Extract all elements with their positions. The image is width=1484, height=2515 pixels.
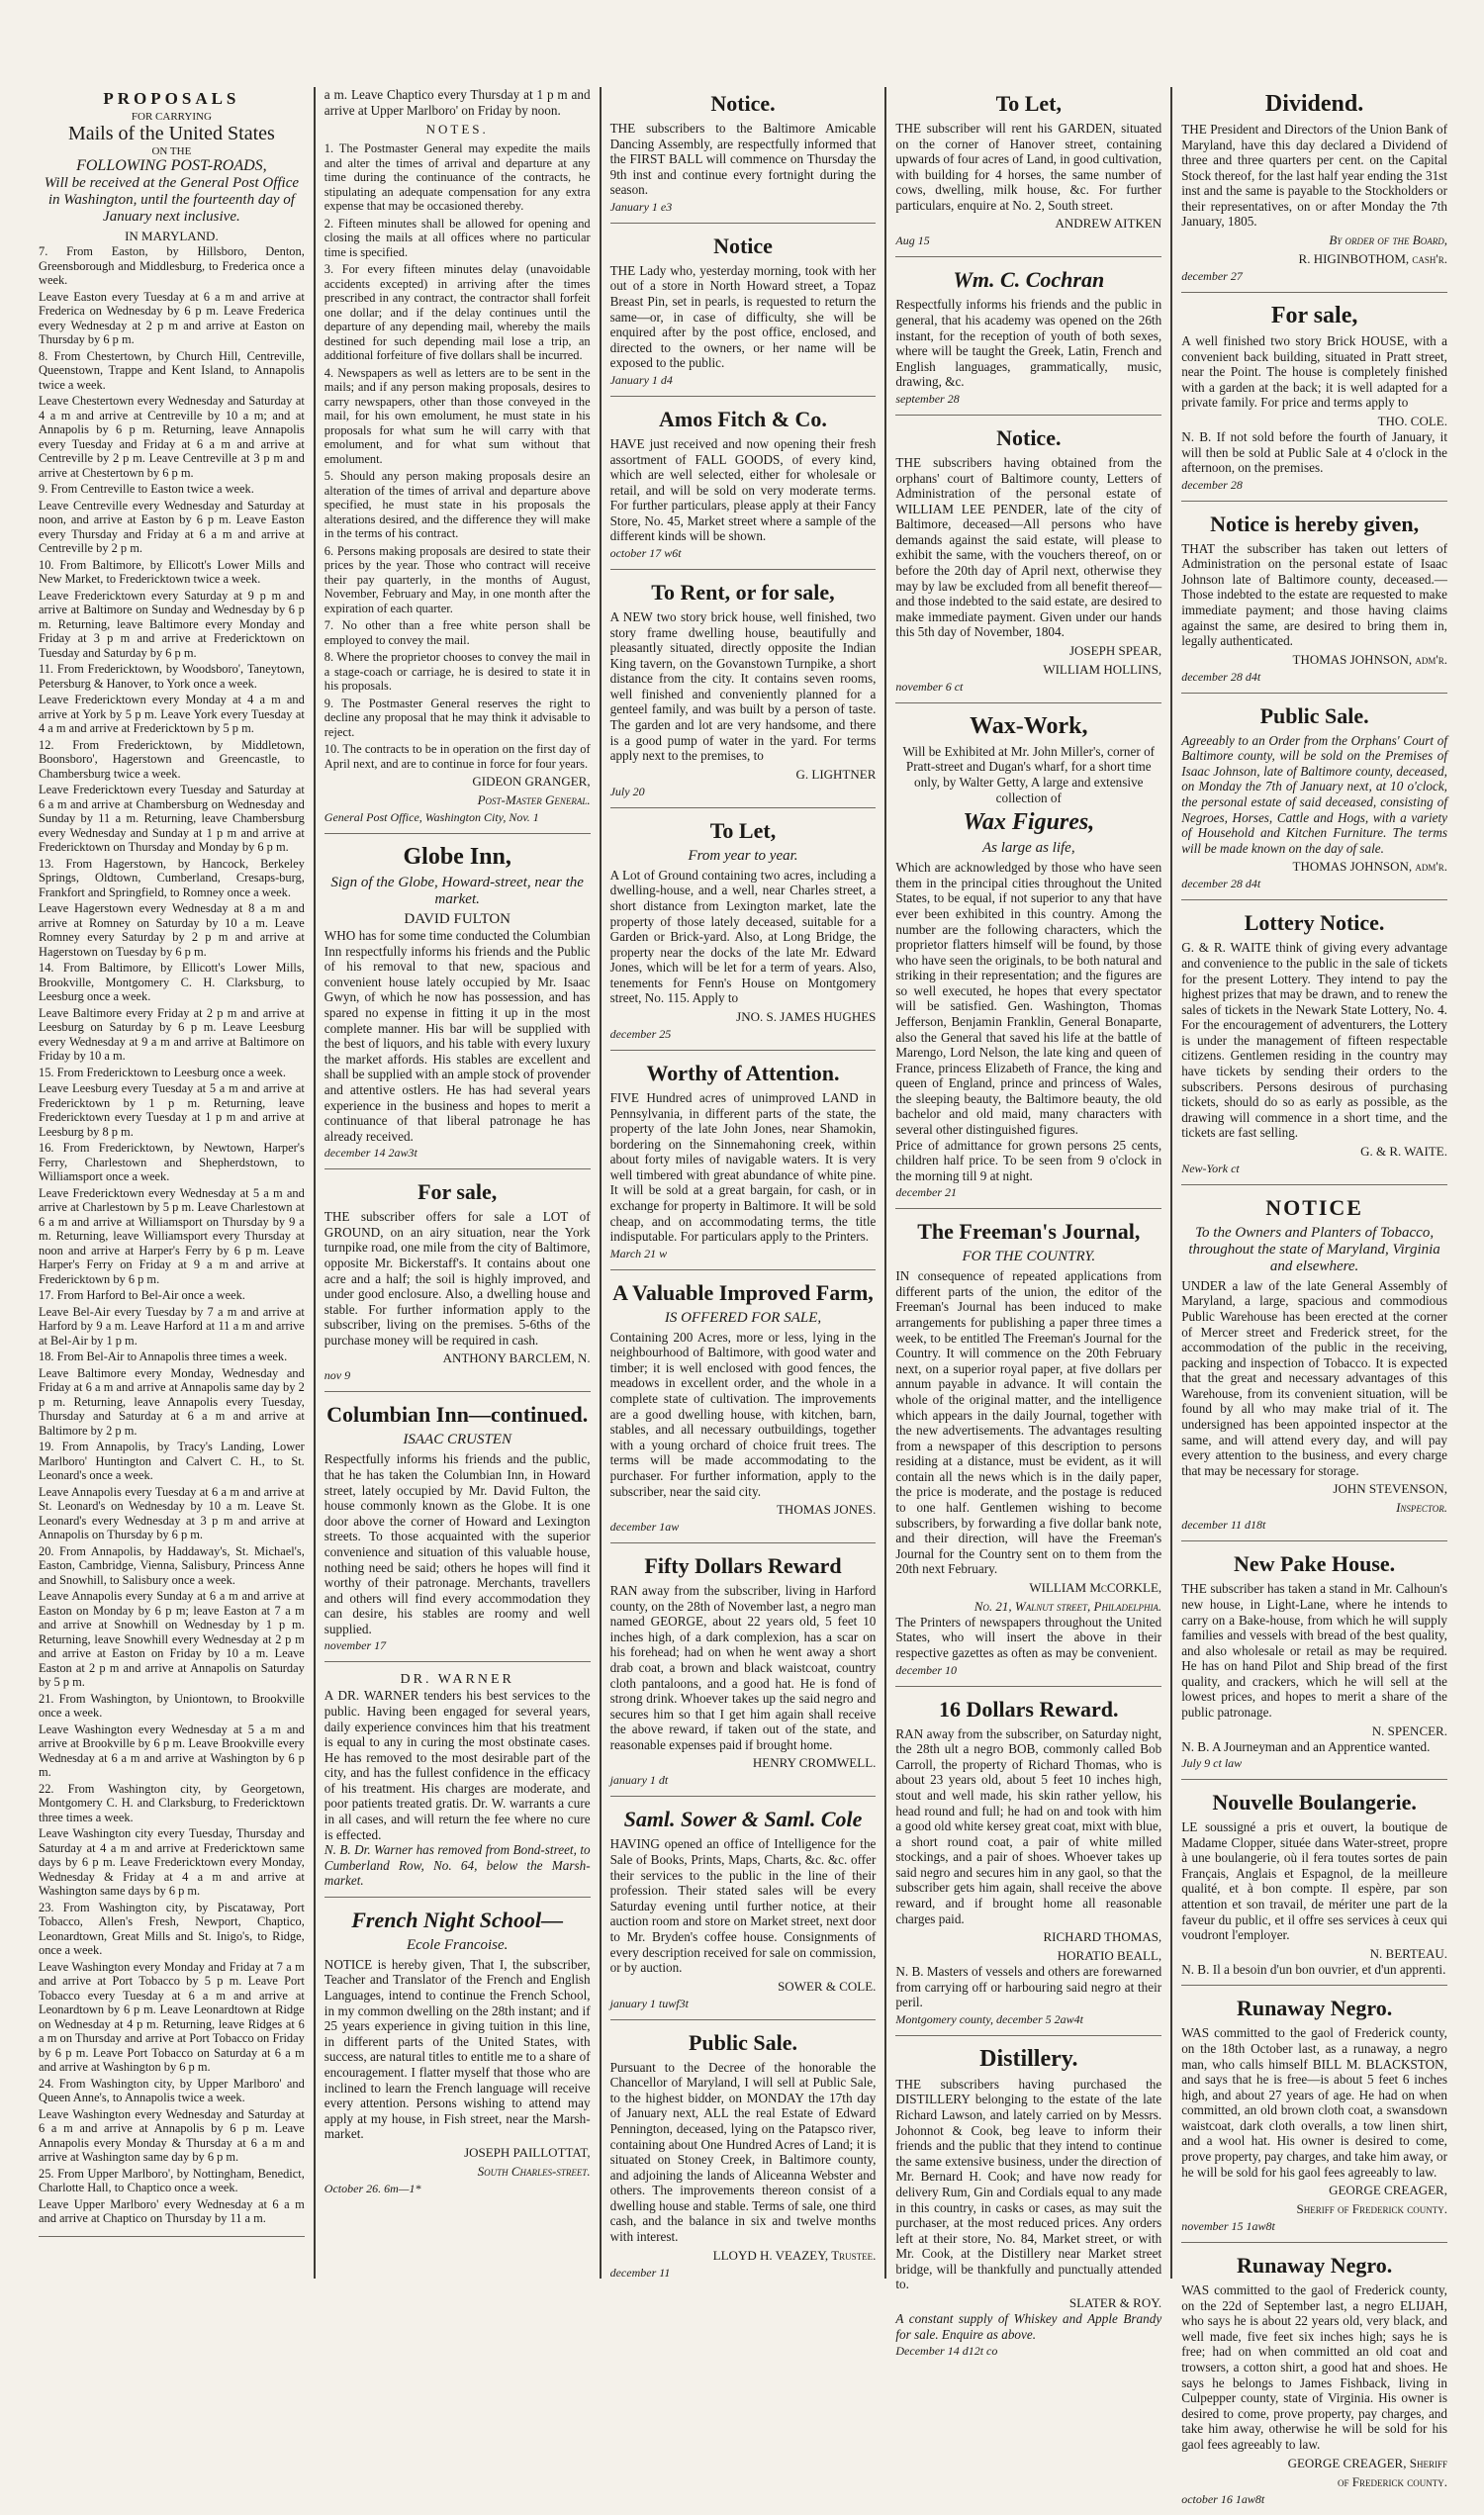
cochran-ad [895, 267, 1161, 415]
farm-title: A Valuable Improved Farm, [612, 1279, 874, 1305]
farm-signature: THOMAS JONES. [776, 1502, 877, 1518]
route-paragraph: Leave Washington every Wednesday and Saturday at 6 a m and arrive at Annapolis by 6 p m. Leave Annapolis every Monday & Thursday at 6 a m and arrive at Washington same day by 6 p m. [39, 2106, 305, 2164]
route-paragraph: 23. From Washington city, by Piscataway, Port Tobacco, Allen's Fresh, Newport, Chaptico, Leonardtown, Great Mills and St. Inigo's, to Ridge, once a week. [39, 1900, 305, 1957]
pake-body: THE subscriber has taken a stand in Mr. Calhoun's new house, in Light-Lane, where he intends to carry on a Bake-house, from which he will supply families and vessels with bread of the best quality, and also wholesale or retail as may be required. He has on hand Pilot and Ship bread of the first quality, and crackers, which he will sell at the lowest prices, and hopes to merit a share of the public patronage. [1181, 1581, 1447, 1720]
globe-footer: december 14 2aw3t [324, 1146, 417, 1161]
note-item: 4. Newspapers as well as letters are to be sent in the mails; and if any person making proposals, desires to carry newspapers, other than those conveyed in the mail, for his own emolument, he must state in his proposals for what sum he will carry with that emolument, and for what sum without that emolument. [324, 365, 591, 466]
route-paragraph: 11. From Fredericktown, by Woodsboro', Taneytown, Petersburg & Hanover, to York once a week. [39, 662, 305, 691]
sower-footer: january 1 tuwf3t [609, 1996, 689, 2010]
route-paragraph: Leave Annapolis every Tuesday at 6 a m and arrive at St. Leonard's on Wednesday by 10 a m. Leave St. Leonard's every Wednesday at 3 p m and arrive at Annapolis on Thursday by 6 p m. [39, 1484, 305, 1541]
torent-signature: G. LIGHTNER [795, 766, 877, 782]
dividend-body: THE President and Directors of the Union Bank of Maryland, have this day declared a Dividend of three and three quarters per cent. on the Capital Stock thereof, for the last half year ending the 31st inst and the same is payable to the Stockholders or their representatives, on or after Monday the 7th January, 1805. [1181, 122, 1447, 230]
proposals-for: FOR CARRYING [131, 111, 212, 123]
tolet-signature: JNO. S. JAMES HUGHES [736, 1008, 877, 1024]
proposals-continued: a m. Leave Chaptico every Thursday at 1 p m and arrive at Upper Marlboro' on Friday by noon. [324, 87, 591, 118]
pake-title: New Pake House. [1234, 1551, 1396, 1577]
school-signature: JOSEPH PAILLOTTAT, [464, 2144, 591, 2160]
forsale-body: THE subscriber offers for sale a LOT of GROUND, on an airy situation, near the York turnpike road, one mile from the city of Baltimore, opposite Mr. Bickerstaff's. It contains about one acre and a half; the soil is highly improved, and under good enclosure. Also, a dwelling house and stable. For further information apply to the subscriber, living on the premises. 5-6ths of the purchase money will be required in cash. [324, 1209, 591, 1348]
tolet-title: To Let, [709, 817, 777, 843]
sale-title: For sale, [1270, 303, 1358, 329]
school-footer: October 26. 6m—1* [324, 2181, 421, 2195]
garden-title: To Let, [995, 91, 1062, 116]
runaway1-footer: november 15 1aw8t [1181, 2219, 1275, 2234]
route-paragraph: Leave Easton every Tuesday at 6 a m and arrive at Frederica on Wednesday by 6 p m. Leave Frederica every Wednesday at 2 p m and arrive at Easton on Thursday by 6 p m. [39, 289, 305, 346]
route-paragraph: 19. From Annapolis, by Tracy's Landing, Lower Marlboro' Huntington and Calvert C. H., to St. Leonard's once a week. [39, 1440, 305, 1482]
route-paragraph: Leave Fredericktown every Saturday at 9 p m and arrive at Baltimore on Sunday and Wednesday by 6 p m. Returning, leave Baltimore every Monday and Friday at 3 p m and arrive at Fredericktown on Tuesday and Saturday by 6 p m. [39, 588, 305, 660]
route-paragraph: Leave Centreville every Wednesday and Saturday at noon, and arrive at Easton by 6 p m. Leave Easton every Thursday and Friday at 6 a m and arrive at Centreville by 2 p m. [39, 498, 305, 555]
route-paragraph: Leave Washington every Monday and Friday at 7 a m and arrive at Port Tobacco by 5 p m. Leave Port Tobacco every Tuesday at 6 a m and arrive at Leonardtown by 6 p m. Leave Leonardtown at Ridge on Wednesday at 4 p m. Returning, leave Ridges at 6 a m on Thursday and arrive at Port Tobacco on Friday by 6 p m. Leave Port Tobacco on Saturday at 6 a m and arrive at Washington by 6 p m. [39, 1959, 305, 2074]
route-paragraph: Leave Bel-Air every Tuesday by 7 a m and arrive at Harford by 9 a m. Leave Harford at 11 a m and arrive at Bel-Air by 1 p m. [39, 1304, 305, 1348]
notice2-footer: January 1 d4 [609, 372, 673, 387]
note-item: 7. No other than a free white person shall be employed to convey the mail. [324, 618, 591, 647]
distillery-note: A constant supply of Whiskey and Apple Brandy for sale. Enquire as above. [895, 2310, 1162, 2342]
pubsale-signature: THOMAS JOHNSON, adm'r. [1292, 859, 1447, 875]
public-sale-johnson-ad [1181, 703, 1447, 901]
farm-body: Containing 200 Acres, more or less, lying in the neighbourhood of Baltimore, with good water and timber; it is well enclosed with good fences, the meadows in excellent order, and the whole in a complete state of cultivation. The improvements are a good dwelling house, with kitchen, barn, stables, and all necessary outbuildings, together with a young orchard of choice fruit trees. The terms will be made accommodating to the purchaser. For further information, apply to the subscriber, near the said city. [609, 1329, 877, 1499]
route-paragraph: 9. From Centreville to Easton twice a week. [39, 482, 254, 496]
bake-house-ad [1181, 1551, 1447, 1780]
sale-body: A well finished two story Brick HOUSE, with a convenient back building, situated in Pratt street, near the Point. The house is completely finished with a garden at the back; it is well adapted for a private family. For price and terms apply to [1181, 333, 1447, 411]
runaway2-signature: GEORGE CREAGER, Sheriff [1287, 2455, 1447, 2470]
tobacco-notice-ad [1181, 1195, 1447, 1542]
journal-address: No. 21, Walnut street, Philadelphia. [974, 1598, 1162, 1614]
notes-place: General Post Office, Washington City, Nov. 1 [324, 810, 539, 825]
route-paragraph: 24. From Washington city, by Upper Marlboro' and Queen Anne's, to Annapolis twice a week. [39, 2076, 305, 2104]
pake-signature: N. SPENCER. [1371, 1723, 1447, 1738]
route-paragraph: 10. From Baltimore, by Ellicott's Lower Mills and New Market, to Fredericktown twice a week. [39, 557, 305, 586]
dividend-signature: By order of the Board, [1329, 233, 1447, 248]
wax-note: Price of admittance for grown persons 25 cents, children half price. To be seen from 9 o'clock in the morning till 9 at night. [895, 1137, 1162, 1183]
notice-pin-ad [610, 233, 877, 397]
reward16-note: N. B. Masters of vessels and others are forewarned from carrying off or harbouring said negro at their peril. [895, 1964, 1162, 2010]
fifty-reward-ad [610, 1553, 877, 1797]
note-item: 10. The contracts to be in operation on the first day of April next, and are to continue in force for four years. [324, 742, 591, 771]
forsale-signature: ANTHONY BARCLEM, N. [442, 1351, 591, 1366]
distillery-body: THE subscribers having purchased the DISTILLERY belonging to the estate of the late Richard Lawson, and lately carried on by Messrs. Johonnot & Cook, beg leave to inform their friends and the public that they intend to continue the same extensive business, under the direction of Mr. Bernard H. Cook; and have now ready for delivery Rum, Gin and Cordials equal to any made in this country, in casks or cases, as may suit the purchaser, at the most reduced prices. Any orders left at their store, No. 84, Market street, or with Mr. Cook, at the Distillery near Market street bridge, will be thankfully and punctually attended to. [895, 2076, 1162, 2292]
runaway2-title: Runaway Negro. [1236, 2253, 1393, 2279]
notes-signature-role: Post-Master General. [477, 792, 591, 808]
notice1-title: Notice. [710, 91, 776, 116]
worthy-body: FIVE Hundred acres of unimproved LAND in Pennsylvania, in different parts of the state, the property of the late John Jones, near Shamokin, bordering on the Sinnemahoning creek, within about forty miles of navigable waters. It is very well timbered with great abundance of white pine. It will be sold at a great bargain, for cash, or in exchange for property in Baltimore. It will be sold cheap, and on accommodating terms, the title indisputable. For particulars apply to the Printers. [609, 1089, 877, 1245]
proposals-mails: Mails of the United States [67, 123, 275, 144]
columns [30, 87, 1456, 2506]
reward-signature: HENRY CROMWELL. [752, 1755, 877, 1771]
note-item: 1. The Postmaster General may expedite the mails and alter the times of arrival and departure at any time during the continuance of the contracts, he stipulating an adequate compensation for any extra expense that may be occasioned thereby. [324, 141, 591, 214]
owners-body: UNDER a law of the late General Assembly of Maryland, a large, spacious and commodious Public Warehouse has been erected at the corner of Mercer street and Frederick street, for the accommodation of the public in the receiving, packing and inspection of Tobacco. It is expected that the great and necessary advantages of this Warehouse, from its convenient situation, will be found by all who may make trial of it. The undersigned has been appointed inspector at the same, and will attend every day, and will pay every attention to the business, and every charge that may be necessary for storage. [1181, 1277, 1447, 1478]
columbian-title: Columbian Inn—continued. [326, 1402, 589, 1428]
lottery-footer: New-York ct [1181, 1161, 1240, 1175]
pake-note: N. B. A Journeyman and an Apprentice wanted. [1181, 1738, 1431, 1754]
boulangerie-body: LE soussigné a pris et ouvert, la boutique de Madame Clopper, située dans Water-street, propre à une boulangerie, où il fera toutes sortes de pain Français, Anglais et Espagnol, de la meilleure qualité, et à bon compte. Il espère, par son attention et son travail, de mériter une part de la faveur du public, et il offre ses services à ceux qui voudront l'employer. [1181, 1819, 1447, 1943]
admin-title: Notice. [996, 424, 1062, 450]
worthy-footer: March 21 w [609, 1246, 668, 1260]
reward16-signature-2: HORATIO BEALL, [1057, 1948, 1162, 1964]
farm-subtitle: IS OFFERED FOR SALE, [664, 1309, 822, 1326]
route-paragraph: 13. From Hagerstown, by Hancock, Berkeley Springs, Oldtown, Cumberland, Cresaps-burg, Frankfort and Springfield, to Romney once a week. [39, 856, 305, 899]
public-body: Pursuant to the Decree of the honorable the Chancellor of Maryland, I will sell at Public Sale, to the highest bidder, on MONDAY the 17th day of January next, ALL the real Estate of Edward Pennington, deceased, lying on the Patapsco river, containing about One Hundred Acres of Land; it is situated on Stoney Creek, in Baltimore county, and adjoining the lands of Aliceanna Webster and others. The improvements thereon consist of a dwelling house and stable. Terms of sale, one third cash, and the balance in six and twelve months with interest. [609, 2059, 877, 2245]
school-body: NOTICE is hereby given, That I, the subscriber, Teacher and Translator of the French and English Languages, intend to continue the French School, in my common dwelling on the 28th instant; and if 25 years experience in giving tuition in this line, in different parts of the United States, with success, are natural titles to entitle me to a share of encouragement. I flatter myself that those who are inclined to learn the French language will receive every attention. Persons wishing to attend may apply at my house, in Fish street, near the Marsh-market. [324, 1956, 591, 2142]
doctor-note: N. B. Dr. Warner has removed from Bond-street, to Cumberland Row, No. 64, below the Marsh-market. [324, 1842, 591, 1889]
amos-title: Amos Fitch & Co. [659, 406, 827, 431]
runaway2-body: WAS committed to the gaol of Frederick county, on the 22d of September last, a negro ELIJAH, who says he is about 22 years old, very black, and well made, five feet six inches high; says he is free; had on when committed an old coat and trowsers, a cotton shirt, a good hat and shoes. He says he belongs to James Fishback, living in Culpepper county, state of Virginia. His owner is desired to come, prove property, pay charges, and take him away, otherwise he will be sold for his gaol fees agreeably to law. [1181, 2282, 1447, 2452]
note-item: 2. Fifteen minutes shall be allowed for opening and closing the mails at all offices where no particular time is specified. [324, 216, 591, 259]
column-4 [886, 87, 1172, 2359]
given-footer: december 28 d4t [1181, 669, 1261, 684]
runaway1-title: Runaway Negro. [1236, 1996, 1393, 2021]
french-school-ad [325, 1908, 591, 2204]
owners-subtitle: To the Owners and Planters of Tobacco, throughout the state of Maryland, Virginia and elsewhere. [1188, 1224, 1440, 1274]
proposals-ad [39, 89, 305, 2237]
pubsale-footer: december 28 d4t [1181, 877, 1261, 891]
doctor-title: DR. WARNER [400, 1672, 514, 1688]
notes-signature: GIDEON GRANGER, [472, 774, 591, 790]
route-paragraph: Leave Fredericktown every Wednesday at 5 a m and arrive at Charlestown by 5 p m. Leave Charlestown at 6 a m and arrive at Williamsport on Thursday by 9 a m. Returning, leave Williamsport every Thursday at noon and arrive at Harper's Ferry by 6 p m. Leave Harper's Ferry on Friday at 9 a m and arrive at Fredericktown by 6 p m. [39, 1185, 305, 1286]
dividend-ad [1181, 91, 1447, 293]
column-2 [316, 87, 602, 2279]
notes-ad [325, 87, 591, 834]
reward-title: Fifty Dollars Reward [644, 1553, 842, 1579]
sale-footer: december 28 [1181, 477, 1243, 492]
owners-footer: december 11 d18t [1181, 1518, 1266, 1533]
proposals-received: Will be received at the General Post Office in Washington, until the fourteenth day of January next inclusive. [44, 175, 300, 225]
proposals-on: ON THE [151, 145, 192, 157]
owners-signature-role: Inspector. [1396, 1500, 1447, 1516]
forsale-ad [325, 1179, 591, 1392]
route-paragraph: Leave Baltimore every Monday, Wednesday and Friday at 6 a m and arrive at Annapolis same day by 2 p m. Returning, leave Annapolis every Tuesday, Thursday and Saturday at 6 a m and arrive at Baltimore by 2 p m. [39, 1365, 305, 1438]
wax-intro: Will be Exhibited at Mr. John Miller's, corner of Pratt-street and Dugan's wharf, for a short time only, by Walter Getty, A large and extensive collection of [902, 743, 1156, 805]
cochran-footer: september 28 [895, 391, 960, 406]
admin-footer: november 6 ct [895, 679, 964, 694]
garden-tolet-ad [895, 91, 1161, 257]
torent-body: A NEW two story brick house, well finished, two story frame dwelling house, beautifully and pleasantly situated, directly opposite the Indian King tavern, on the Govanstown Turnpike, a short distance from the city. It contains seven rooms, well finished and conveniently planned for a genteel family, and was built by a person of taste. The garden and lot are very handsome, and there is a good pump of water in the yard. For terms apply next to the premises, to [609, 608, 877, 764]
route-paragraph: 20. From Annapolis, by Haddaway's, St. Michael's, Easton, Cambridge, Vienna, Salisbury, Princess Anne and Snowhill, to Salisbury once a week. [39, 1543, 305, 1587]
boulangerie-title: Nouvelle Boulangerie. [1212, 1790, 1417, 1816]
waxwork-ad [895, 713, 1161, 1209]
forsale-title: For sale, [417, 1179, 498, 1205]
route-paragraph: 25. From Upper Marlboro', by Nottingham, Benedict, Charlotte Hall, to Chaptico once a week. [39, 2166, 305, 2194]
given-signature: THOMAS JOHNSON, adm'r. [1292, 651, 1447, 667]
columbian-inn-ad [325, 1402, 591, 1662]
reward16-body: RAN away from the subscriber, on Saturday night, the 28th ult a negro BOB, commonly called Bob Carroll, the property of Richard Thomas, who is about 23 years old, about 5 feet 10 inches high, stout and well made, his skin rather yellow, his head round and full; he had on and took with him a good old white kersey great coat, mixt with blue, a short round coat, a pair of white milled stockings, and a pair of shoes. Whoever takes up said negro and secures him in any gaol, so that the subscriber gets him again, shall receive the above reward, and if brought home all reasonable charges paid. [895, 1725, 1162, 1926]
garden-footer: Aug 15 [895, 233, 930, 248]
route-paragraph: Leave Baltimore every Friday at 2 p m and arrive at Leesburg on Saturday by 6 p m. Leave Leesburg every Wednesday at 9 a m and arrive at Baltimore on Friday by 10 a m. [39, 1005, 305, 1063]
journal-subtitle: FOR THE COUNTRY. [962, 1249, 1096, 1265]
notice2-body: THE Lady who, yesterday morning, took with her out of a store in North Howard street, a Topaz Breast Pin, set in pearls, is requested to return the same—or, in case of difficulty, she will be enquired after by the post office, enclosed, and directed to the owners, or her name will be exposed to the public. [609, 262, 877, 371]
note-item: 3. For every fifteen minutes delay (unavoidable accidents excepted) in arriving after the times prescribed in any contract, the contractor shall forfeit one dollar; and if the delay continues until the departure of any depending mail, whereby the mails destined for such depending mail lose a trip, an additional forfeiture of five dollars shall be incurred. [324, 262, 591, 363]
route-paragraph: 18. From Bel-Air to Annapolis three times a week. [39, 1350, 288, 1363]
cochran-title: Wm. C. Cochran [953, 267, 1105, 293]
lottery-body: G. & R. WAITE think of giving every advantage and convenience to the public in the sale of tickets for the present Lottery. They intend to pay the highest prizes that may be drawn, and to renew the sales of tickets in the Newark State Lottery, No. 4. For the encouragement of adventurers, the Lottery is under the management of fifteen respectable citizens. Gentlemen residing in the country may have tickets by sending their orders to the subscribers. Persons desirous of purchasing tickets, should do so as early as possible, as the drawing will commence in a short time, and the tickets are fast selling. [1181, 940, 1447, 1141]
public-sale-ad [610, 2030, 877, 2288]
columbian-body: Respectfully informs his friends and the public, that he has taken the Columbian Inn, in Howard street, lately occupied by Mr. David Fulton, the house commonly known as the Globe. It is one door above the corner of Howard and Lexington streets. To those acquainted with the superior convenience and situation of this valuable house, nothing need be said; others he hopes will find it worthy of their patronage. Merchants, travellers and others will find every accommodation they can desire, his stables are roomy and well supplied. [324, 1451, 591, 1636]
sower-title: Saml. Sower & Saml. Cole [623, 1807, 863, 1832]
worthy-ad [610, 1061, 877, 1270]
column-3 [602, 87, 887, 2279]
runaway1-signature: GEORGE CREAGER, [1329, 2183, 1447, 2198]
column-1 [30, 87, 316, 2279]
farm-footer: december 1aw [609, 1520, 680, 1535]
notes-title: NOTES. [425, 122, 489, 138]
school-title: French Night School— [351, 1907, 564, 1932]
tolet-footer: december 25 [609, 1026, 672, 1041]
runaway2-footer: october 16 1aw8t [1181, 2491, 1265, 2506]
journal-signature: WILLIAM McCORKLE, [1029, 1579, 1162, 1595]
sale-note: N. B. If not sold before the fourth of January, it will then be sold at Public Sale at 4 o'clock in the afternoon, on the premises. [1181, 428, 1447, 476]
columbian-footer: november 17 [324, 1638, 387, 1653]
boulangerie-ad [1181, 1790, 1447, 1986]
route-paragraph: Leave Upper Marlboro' every Wednesday at 6 a m and arrive at Chaptico on Thursday by 11 a m. [39, 2196, 305, 2225]
notice1-body: THE subscribers to the Baltimore Amicable Dancing Assembly, are respectfully informed that the FIRST BALL will commence on Thursday the 9th inst and continue every fortnight during the season. [609, 121, 877, 198]
route-paragraph: Leave Leesburg every Tuesday at 5 a m and arrive at Fredericktown by 1 p m. Returning, leave Fredericktown every Tuesday at 1 p m and arrive at Leesburg by 8 p m. [39, 1081, 305, 1139]
distillery-footer: December 14 d12t co [895, 2344, 998, 2359]
runaway1-signature-2: Sheriff of Frederick county. [1296, 2201, 1447, 2217]
wax-title: Wax-Work, [970, 712, 1088, 739]
owners-title: NOTICE [1265, 1194, 1363, 1220]
runaway-negro-ad-2 [1181, 2253, 1447, 2514]
administration-notice-ad [895, 425, 1161, 703]
torent-footer: July 20 [609, 784, 645, 798]
reward-footer: january 1 dt [609, 1773, 669, 1788]
torent-ad [610, 580, 877, 808]
amos-footer: october 17 w6t [609, 545, 682, 560]
owners-signature: JOHN STEVENSON, [1333, 1481, 1447, 1497]
torent-title: To Rent, or for sale, [651, 579, 835, 605]
route-paragraph: Leave Washington every Wednesday at 5 a m and arrive at Brookville by 6 p m. Leave Brookville every Wednesday at 6 a m and arrive at Washington by 6 p m. [39, 1722, 305, 1779]
globe-body: WHO has for some time conducted the Columbian Inn respectfully informs his friends and the Public of his removal to that new, spacious and convenient house lately occupied by Mr. Isaac Gwyn, of which he now has possession, and has spared no expense in fitting it up in the most complete manner. His bar will be supplied with the best of liquors, and his table with every luxury the market affords. His stables are excellent and shall be supplied with an ample stock of provender and attentive ostlers. He has had several years experience in the business and hopes to merit a continuance of that liberal patronage he has already received. [324, 928, 591, 1144]
proposals-state: IN MARYLAND. [125, 229, 219, 243]
sixteen-reward-ad [895, 1697, 1161, 2036]
notice-dancing-ad [610, 91, 877, 224]
sale-signature: THO. COLE. [1377, 413, 1447, 428]
garden-signature: ANDREW AITKEN [1055, 216, 1162, 232]
boulangerie-signature: N. BERTEAU. [1369, 1945, 1447, 1961]
notes-list [325, 141, 591, 771]
route-paragraph: Leave Washington city every Tuesday, Thursday and Saturday at 4 a m and arrive at Fredericktown same days by 6 p m. Leave Fredericktown every Monday, Wednesday & Friday at 4 a m and arrive at Washington same days by 6 p m. [39, 1826, 305, 1898]
public-footer: december 11 [609, 2265, 671, 2280]
note-item: 8. Where the proprietor chooses to convey the mail in a stage-coach or carriage, he is desired to state it in his proposals. [324, 650, 591, 694]
tolet-ad [610, 818, 877, 1051]
sower-body: HAVING opened an office of Intelligence for the Sale of Books, Prints, Maps, Charts, &c. &c. offer their services to the public in the line of their profession. Their stated sales will be every Saturday evening until further notice, at their auction room and store on Market street, next door to Mr. Bryden's coffee house. Consignments of every description received for sale on commission, or by auction. [609, 1836, 877, 1976]
route-paragraph: Leave Fredericktown every Monday at 4 a m and arrive at York by 5 p m. Leave York every Tuesday at 4 a m and arrive at Fredericktown by 5 p m. [39, 693, 305, 735]
proposals-roads: FOLLOWING POST-ROADS, [76, 157, 267, 174]
dividend-title: Dividend. [1264, 91, 1364, 117]
wax-figures: Wax Figures, [963, 809, 1095, 836]
route-paragraph: 7. From Easton, by Hillsboro, Denton, Greensborough and Middlesburg, to Frederica once a week. [39, 244, 305, 287]
route-paragraph: Leave Annapolis every Sunday at 6 a m and arrive at Easton on Monday by 6 p m; leave Easton at 7 a m and arrive at Snowhill on Wednesday by 1 p m. Returning, leave Snowhill every Wednesday at 2 p m and arrive at Easton on Friday by 10 a m. Leave Easton at 2 p m and arrive at Annapolis on Saturday by 5 p m. [39, 1589, 305, 1689]
school-subtitle: Ecole Francoise. [406, 1936, 509, 1953]
amos-fitch-ad [610, 407, 877, 570]
proposals-routes [39, 244, 305, 2226]
proposals-title: PROPOSALS [103, 89, 240, 108]
given-body: THAT the subscriber has taken out letters of Administration on the personal estate of Isaac Johnson late of Baltimore county, deceased.—Those indebted to the estate are requested to make immediate payment; and those having claims against the same, are desired to bring them in, legally authenticated. [1181, 540, 1447, 649]
school-signature-2: South Charles-street. [477, 2163, 591, 2179]
doctor-ad [325, 1672, 591, 1898]
route-paragraph: 17. From Harford to Bel-Air once a week. [39, 1288, 245, 1302]
journal-note: The Printers of newspapers throughout the United States, who will insert the above in their respective gazettes as often as may be convenient. [895, 1614, 1162, 1661]
globe-inn-ad [325, 844, 591, 1169]
route-paragraph: 12. From Fredericktown, by Middletown, Boonsboro', Hagerstown and Greencastle, to Chambersburg twice a week. [39, 737, 305, 781]
freemans-journal-ad [895, 1219, 1161, 1686]
globe-title: Globe Inn, [403, 844, 511, 871]
pubsale-body: Agreeably to an Order from the Orphans' Court of Baltimore county, will be sold on the Premises of Isaac Johnson, late of Baltimore county, deceased, on Monday the 7th of January next, at 10 o'clock, the personal estate of said deceased, consisting of Negroes, Horses, Cattle and Hogs, with a variety of Household and Kitchen Furniture. The terms will be made known on the day of sale. [1181, 732, 1447, 856]
cochran-body: Respectfully informs his friends and the public in general, that his academy was opened on the 26th instant, for the reception of youth of both sexes, where will be taught the Greek, Latin, French and English languages, grammatically, music, drawing, &c. [895, 297, 1162, 390]
journal-body: IN consequence of repeated applications from different parts of the union, the editor of the Freeman's Journal has been induced to make arrangements for publishing a paper three times a week, to be entitled The Freeman's Journal for the Country. It will commence on the 20th February next, on a superior royal paper, at five dollars per annum payable in advance. It will contain the whole of the original matter, and the intelligence which appears in the daily Journal, together with the new advertisements. The advantages resulting from a newspaper of this description to persons residing at a distance, must be evident, as it will contain all the news which is in the daily paper, the price is moderate, and the postage is reduced to one half. Gentlemen wishing to become subscribers, by forwarding a five dollar bank note, and their direction, will have the Freeman's Journal for the Country sent on to them from the 20th next February. [895, 1268, 1162, 1577]
distillery-signature: SLATER & ROY. [1068, 2294, 1162, 2310]
route-paragraph: Leave Hagerstown every Wednesday at 8 a m and arrive at Romney on Saturday by 10 a m. Leave Romney every Saturday by 2 p m and arrive at Hagerstown on Tuesday by 6 p m. [39, 901, 305, 959]
reward-body: RAN away from the subscriber, living in Harford county, on the 28th of November last, a negro man named GEORGE, about 22 years old, 5 feet 10 inches high, of a dark complexion, has a scar on his forehead; had on when he went away a short drab coat, a brown and black waistcoat, country cloth pantaloons, and a good hat. He is fond of strong drink. Whoever takes up the said negro and secures him so that I get him again shall receive the above reward, if taken out of the state, and reasonable expenses paid if brought home. [609, 1583, 877, 1752]
worthy-title: Worthy of Attention. [646, 1060, 840, 1085]
route-paragraph: Leave Fredericktown every Tuesday and Saturday at 6 a m and arrive at Chambersburg on Wednesday and Sunday by 11 a m. Returning, leave Chambersburg every Wednesday and Sunday at 1 p m and arrive at Fredericktown on Thursday and Monday by 6 p m. [39, 783, 305, 854]
pake-footer: July 9 ct law [1181, 1756, 1243, 1771]
route-paragraph: 21. From Washington, by Uniontown, to Brookville once a week. [39, 1691, 305, 1720]
wax-body: Which are acknowledged by those who have seen them in the principal cities throughout the United States, to be equal, if not superior to any that have ever been exhibited in this country. Among the number are the following characters, which the proprietor flatters himself will be found, by those who have seen the originals, to be both natural and striking in their representation; and the figures are so well executed, he hopes that every spectator will be satisfied. Gen. Washington, Thomas Jefferson, Benjamin Franklin, General Bonaparte, also the General that saved his life at the battle of Marengo, Lord Nelson, the late king and queen of France, princess Elizabeth of France, the king and queen of England, prince and princess of Wales, the sleeping beauty, the Baltimore beauty, the old bachelor and old maid, many characters with several other distinguished figures. [895, 860, 1162, 1138]
route-paragraph: 15. From Fredericktown to Leesburg once a week. [39, 1065, 286, 1079]
distillery-ad [895, 2046, 1161, 2367]
admin-signature-1: JOSEPH SPEAR, [1068, 642, 1162, 658]
public-signature: LLOYD H. VEAZEY, Trustee. [712, 2247, 877, 2263]
runaway2-signature-2: of Frederick county. [1338, 2473, 1447, 2489]
lottery-title: Lottery Notice. [1244, 910, 1385, 936]
public-title: Public Sale. [688, 2029, 797, 2055]
route-paragraph: Leave Chestertown every Wednesday and Saturday at 4 a m and arrive at Centreville by 10 a m; and at Annapolis by 6 p m. Returning, leave Annapolis every Tuesday and Friday at 6 a m and arrive at Centreville by 2 p m. Leave Centreville at 3 p m and arrive at Chestertown by 6 p m. [39, 394, 305, 480]
given-title: Notice is hereby given, [1210, 511, 1420, 536]
tolet-subtitle: From year to year. [688, 847, 798, 864]
farm-ad [610, 1280, 877, 1543]
columbian-name: ISAAC CRUSTEN [403, 1432, 511, 1448]
dividend-signature-2: R. HIGINBOTHOM, cash'r. [1298, 251, 1447, 267]
house-sale-ad [1181, 303, 1447, 502]
journal-footer: december 10 [895, 1662, 958, 1677]
route-paragraph: 8. From Chestertown, by Church Hill, Centreville, Queenstown, Trappe and Kent Island, to Annapolis twice a week. [39, 348, 305, 392]
reward16-signature-1: RICHARD THOMAS, [1043, 1929, 1162, 1945]
route-paragraph: 14. From Baltimore, by Ellicott's Lower Mills, Brookville, Montgomery C. H. Clarksburg, to Leesburg once a week. [39, 961, 305, 1003]
admin-body: THE subscribers having obtained from the orphans' court of Baltimore county, Letters of Administration of the personal estate of WILLIAM LEE PENDER, late of the city of Baltimore, deceased—All persons who have demands against the said estate, will please to exhibit the same, with the vouchers thereof, on or before the 20th day of April next, otherwise they may by law be excluded from all benefit thereof—and those indebted to the said estate, are desired to make immediate payment. Given under our hands this 5th day of November, 1804. [895, 454, 1162, 640]
wax-footer: december 21 [895, 1185, 958, 1200]
note-item: 9. The Postmaster General reserves the right to decline any proposal that he may think it advisable to reject. [324, 696, 591, 739]
reward16-footer: Montgomery county, december 5 2aw4t [895, 2011, 1084, 2026]
forsale-footer: nov 9 [324, 1368, 351, 1383]
route-paragraph: 16. From Fredericktown, by Newtown, Harper's Ferry, Charlestown and Shepherdstown, to Williamsport once a week. [39, 1141, 305, 1183]
journal-title: The Freeman's Journal, [917, 1219, 1141, 1245]
globe-subtitle: Sign of the Globe, Howard-street, near the market. [330, 875, 584, 908]
globe-name: DAVID FULTON [404, 911, 511, 928]
notice2-title: Notice [713, 233, 773, 258]
dividend-footer: december 27 [1181, 269, 1243, 284]
sower-cole-ad [610, 1807, 877, 2019]
doctor-body: A DR. WARNER tenders his best services to the public. Having been engaged for several years, daily experience convinces him that his treatment is equal to any in curing the most obstinate cases. He has removed to the most desirable part of the city, and has the fullest confidence in the efficacy of his treatment. His charges are moderate, and poor patients treated gratis. Dr. W. warrants a cure in all cases, and will return the fee where no cure is effected. [324, 1688, 591, 1842]
pubsale-title: Public Sale. [1259, 702, 1369, 728]
notice1-footer: January 1 e3 [609, 199, 673, 214]
lottery-ad [1181, 910, 1447, 1185]
boulangerie-note: N. B. Il a besoin d'un bon ouvrier, et d'un apprenti. [1181, 1961, 1446, 1977]
wax-subtitle: As large as life, [981, 840, 1075, 857]
lottery-signature: G. & R. WAITE. [1360, 1143, 1447, 1159]
reward16-title: 16 Dollars Reward. [939, 1696, 1119, 1722]
amos-body: HAVE just received and now opening their fresh assortment of FALL GOODS, of every kind, which are well selected, either for wholesale or retail, and will be sold on very moderate terms. For further particulars, please apply at their Fancy Store, No. 45, Market street where a sample of the different kinds will be shown. [609, 435, 877, 544]
runaway-negro-ad-1 [1181, 1996, 1447, 2243]
garden-body: THE subscriber will rent his GARDEN, situated on the corner of Hanover street, containing upwards of four acres of Land, in good cultivation, with building for 4 horses, the same number of cows, dwelling, milk house, &c. For further particulars, enquire at No. 2, South street. [895, 121, 1162, 213]
notice-given-ad [1181, 512, 1447, 694]
runaway1-body: WAS committed to the gaol of Frederick county, on the 18th October last, as a runaway, a negro man, who calls himself BILL M. BLACKSTON, and says that he is free—is about 5 feet 6 inches high, and about 27 years of age. He had on when committed, an old brown cloth coat, a swansdown waistcoat, dark cloth overalls, a tow linen shirt, and a wool hat. His owner is desired to come, prove property, pay charges, and take him away, or he will be sold for his gaol fees agreeably to law. [1181, 2025, 1447, 2180]
sower-signature: SOWER & COLE. [778, 1978, 877, 1994]
admin-signature-2: WILLIAM HOLLINS, [1043, 661, 1162, 677]
tolet-body: A Lot of Ground containing two acres, including a dwelling-house, and a well, near Charles street, a short distance from Lexington market, late the property of those lately deceased, suitable for a Garden or Brick-yard. Also, at Long Bridge, the property near the docks of the late Mr. Edward Jones, which will be let for a term of years. Also, tenements for Fenn's House on Montgomery street, No. 115. Apply to [609, 867, 877, 1006]
distillery-title: Distillery. [979, 2045, 1078, 2072]
note-item: 6. Persons making proposals are desired to state their prices by the year. Those who contract will receive their pay quarterly, in the months of August, November, February and May, in one month after the expiration of each quarter. [324, 543, 591, 615]
route-paragraph: 22. From Washington city, by Georgetown, Montgomery C. H. and Clarksburg, to Fredericktown three times a week. [39, 1781, 305, 1824]
column-5 [1172, 87, 1456, 2506]
note-item: 5. Should any person making proposals desire an alteration of the times of arrival and departure above specified, he must state in his proposals the alterations desired, and the difference they will make in the terms of his contract. [324, 469, 591, 541]
